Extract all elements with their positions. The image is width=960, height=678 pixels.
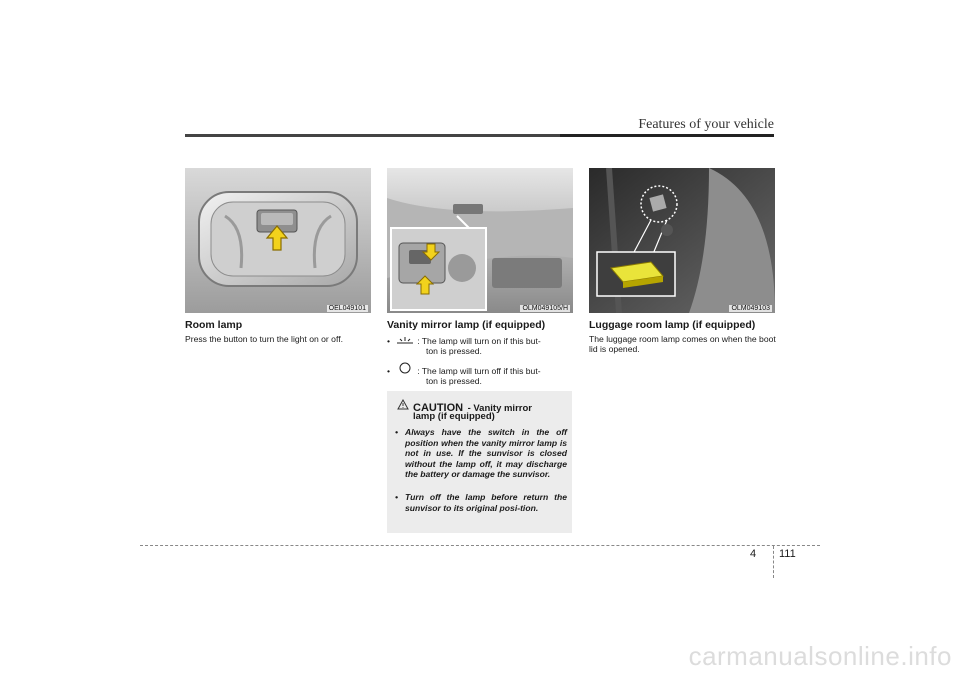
image-code: OLM049103 <box>731 305 770 312</box>
warning-icon <box>397 397 409 415</box>
footer-divider <box>773 546 774 578</box>
caution-title: CAUTION <box>413 402 464 414</box>
caution-item: • Always have the switch in the off position when the vanity mirror lamp is not in use. If the sunvisor is closed without the lamp off, it may discharge the battery or damage the sunvisor. <box>395 427 567 479</box>
watermark: carmanualsonline.info <box>688 641 952 671</box>
header-rule-accent <box>560 134 774 137</box>
luggage-room-heading: Luggage room lamp (if equipped) <box>589 319 756 331</box>
chapter-number: 4 <box>750 548 757 560</box>
luggage-room-body: The luggage room lamp comes on when the boot lid is opened. <box>589 334 776 354</box>
room-lamp-heading: Room lamp <box>185 319 243 331</box>
bullet-lamp-on: • : The lamp will turn on if this but- ton is pressed. <box>387 336 541 356</box>
bullet-lamp-off: • : The lamp will turn off if this but- ton is pressed. <box>387 362 573 386</box>
image-code: OLM049105/H <box>522 305 568 312</box>
caution-item: • Turn off the lamp before return the sunvisor to its original posi-tion. <box>395 492 567 513</box>
luggage-room-photo <box>589 168 775 313</box>
room-lamp-body: Press the button to turn the light on or off. <box>185 334 343 344</box>
vanity-mirror-photo <box>387 168 573 313</box>
caution-subtitle: lamp (if equipped) <box>413 411 495 422</box>
room-lamp-photo <box>185 168 371 313</box>
caution-subtitle: - Vanity mirror <box>467 403 532 414</box>
lamp-off-symbol-icon <box>395 362 415 376</box>
page-number: 111 <box>779 548 796 560</box>
section-title: Features of your vehicle <box>638 117 774 132</box>
caution-box <box>387 391 572 533</box>
vanity-mirror-heading: Vanity mirror lamp (if equipped) <box>387 319 546 331</box>
lamp-on-symbol-icon <box>395 336 415 346</box>
image-code: OEL049101 <box>328 305 366 312</box>
footer-rule <box>140 545 820 546</box>
